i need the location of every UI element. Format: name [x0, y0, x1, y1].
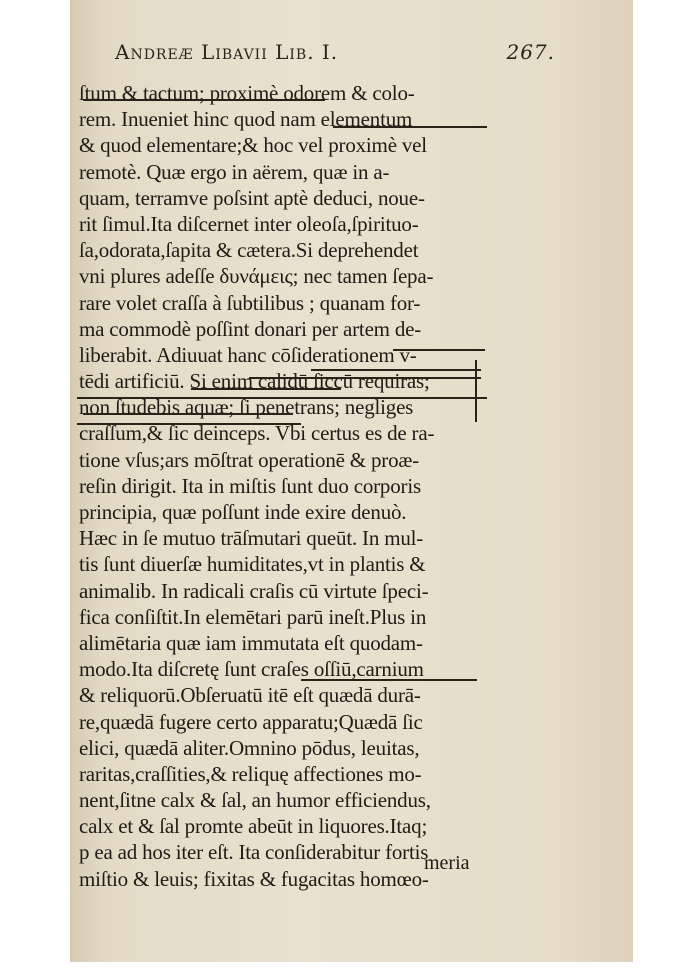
- page-body: [79, 80, 491, 892]
- text-line: rem. Inueniet hinc quod nam elementum: [79, 107, 413, 132]
- text-line: ma commodè poſſint donari per artem de-: [79, 316, 422, 341]
- pen-underline: [301, 679, 477, 681]
- text-line: raritas,craſſities,& reliquę affectiones mo-: [79, 761, 422, 786]
- pen-underline: [77, 397, 487, 399]
- text-line: modo.Ita diſcretę ſunt craſes oſſiū,carnium: [79, 657, 424, 682]
- pen-bracket: [475, 360, 477, 422]
- text-line: elici, quædā aliter.Omnino pōdus, leuitas,: [79, 735, 420, 760]
- text-line: craſſum,& ſic deinceps. Vbi certus es de ra-: [79, 421, 435, 446]
- text-line: remotè. Quæ ergo in aërem, quæ in a-: [79, 159, 390, 184]
- text-line: liberabit. Adiuuat hanc cōſiderationem v-: [79, 342, 417, 367]
- book-page: [70, 0, 633, 962]
- page-header: [115, 40, 555, 64]
- text-line: alimētaria quæ iam immutata eſt quodam-: [79, 630, 423, 655]
- text-line: nent,ſitne calx & ſal, an humor efficiendus,: [79, 788, 431, 813]
- pen-strike: [311, 369, 481, 371]
- text-line: miſtio & leuis; fixitas & fugacitas homœo-: [79, 866, 429, 891]
- text-line: & reliquorū.Obſeruatū itē eſt quædā durā-: [79, 683, 421, 708]
- text-line: fica conſiſtit.In elemētari parū ineſt.Plus in: [79, 604, 427, 629]
- page-number: 267.: [506, 40, 555, 64]
- pen-strike: [191, 388, 341, 390]
- pen-underline: [393, 349, 485, 351]
- pen-underline: [77, 423, 301, 425]
- catchword: meria: [424, 852, 470, 874]
- text-line: principia, quæ poſſunt inde exire denuò.: [79, 500, 407, 524]
- pen-underline: [333, 126, 487, 128]
- text-line: tis ſunt diuerſæ humiditates,vt in plantis &: [79, 552, 426, 577]
- text-line: ſtum & tactum; proximè odorem & colo-: [79, 81, 415, 105]
- text-line: re,quædā fugere certo apparatu;Quædā ſic: [79, 709, 423, 734]
- text-line: ſa,odorata,ſapita & cætera.Si deprehendet: [79, 238, 419, 263]
- text-line: quam, terramve poſsint aptè deduci, noue-: [79, 185, 425, 210]
- pen-underline: [83, 99, 325, 101]
- pen-underline: [249, 377, 481, 379]
- text-line: & quod elementare;& hoc vel proximè vel: [79, 133, 427, 158]
- text-line: non ſtudebis aquæ; ſi penetrans; negliges: [79, 395, 414, 420]
- text-line: Hæc in ſe mutuo trāſmutari queūt. In mul-: [79, 526, 424, 551]
- text-line: vni plures adeſſe δυνάμεις; nec tamen ſepa-: [79, 264, 434, 289]
- text-line: reſin dirigit. Ita in miſtis ſunt duo corporis: [79, 473, 421, 498]
- text-line: p ea ad hos iter eſt. Ita conſiderabitur fortis: [79, 840, 429, 865]
- text-line: calx et & ſal promte abeūt in liquores.Itaq;: [79, 814, 428, 839]
- text-line: tione vſus;ars mōſtrat operationē & proæ-: [79, 447, 419, 472]
- text-line: rare volet craſſa à ſubtilibus ; quanam for-: [79, 290, 421, 315]
- text-line: animalib. In radicali craſis cū virtute ſpeci-: [79, 578, 429, 603]
- text-line: tēdi artificiū. Si enim calidū ſiccū requiras;: [79, 369, 430, 394]
- text-line: rit ſimul.Ita diſcernet inter oleoſa,ſpirituo-: [79, 211, 419, 236]
- running-head: Andreæ Libavii Lib. I.: [115, 40, 339, 64]
- pen-strike: [83, 413, 293, 415]
